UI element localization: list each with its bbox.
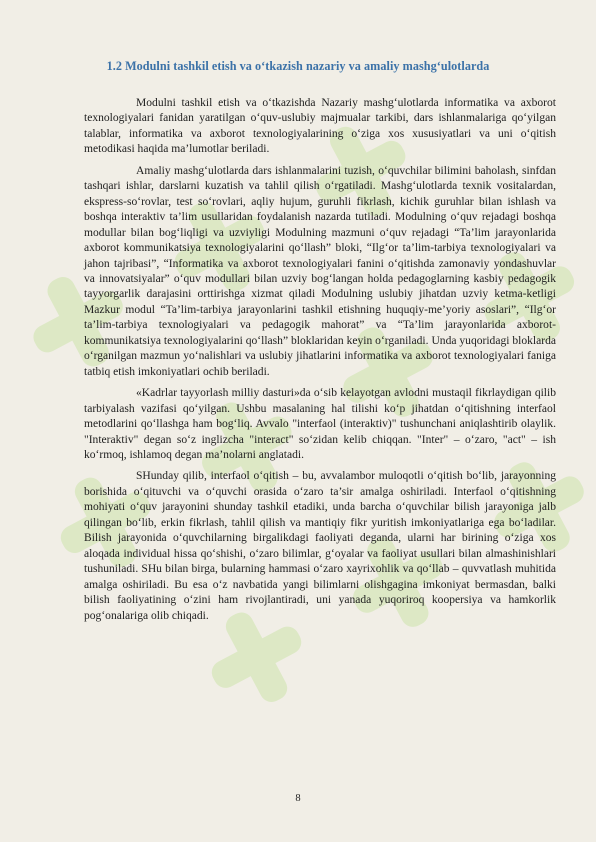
- paragraph: Modulni tashkil etish va o‘tkazishda Nazariy mashg‘ulotlarda informatika va axborot texnologiyalari fanidan yaratilgan o‘quv-uslubiy majmualar tarkibi, dars ishlanmalariga qo‘yilgan talablar, informatika va axborot texnologiyalarining o‘ziga xos xususiyatlari va uni o‘qitish metodikasi haqida ma’lumotlar beriladi.: [84, 97, 556, 156]
- paragraph: Amaliy mashg‘ulotlarda dars ishlanmalarini tuzish, o‘quvchilar bilimini baholash, sinfdan tashqari ishlar, darslarni kuzatish va tahlil qilish o‘rgatiladi. Mashg‘ulotlarda texnik vositalardan, ekspress-so‘rovlar, test so‘rovlari, aqliy hujum, guruhli fikrlash, kichik guruhlar bilan ishlash va boshqa interaktiv ta’lim usullaridan foydalanish nazarda tutiladi. Modulning o‘quv rejadagi boshqa modullar bilan bog‘liqligi va uzviyligi Modulning mazmuni o‘quv rejadagi “Ta’lim jarayonlarida axborot kommunikatsiya texnologiyalarini qo‘llash” bloki, “Ilg‘or ta’lim-tarbiya texnologiyalari va jahon tajribasi”, “Informatika va axborot texnologiyalari fanini o‘qitishda zamonaviy yondashuvlar va innovatsiyalar” o‘quv modullari bilan uzviy bog‘langan holda pedagoglarning kasbiy pedagogik tayyorgarlik darajasini orttirishga xizmat qiladi Modulning uslubiy jihatdan uzviy ketma-ketligi Mazkur modul “Ta’lim-tarbiya jarayonlarini tashkil etishning huquqiy-me’yoriy asoslari”, “Ilg‘or ta’lim-tarbiya texnologiyalari va pedagogik mahorat” va “Ta’lim jarayonlarida axborot-kommunikatsiya texnologiyalarini qo‘llash” bloklaridan keyin o‘rganiladi. Unda yuqoridagi bloklarda o‘rganilgan mazmun yo‘nalishlari va uslubiy jihatlarini informatika va axborot texnologiyalari faniga tatbiq etish imkoniyatlari ochib beriladi.: [84, 164, 556, 378]
- body-text: [84, 96, 556, 630]
- paragraph: SHunday qilib, interfaol o‘qitish – bu, avvalambor muloqotli o‘qitish bo‘lib, jarayonning borishida o‘qituvchi va o‘quvchi orasida o‘zaro ta’sir amalga oshiriladi. Interfaol o‘qitishning mohiyati o‘quv jarayonini shunday tashkil etadiki, unda barcha o‘quvchilar bilish jarayoniga jalb qilingan bo‘lib, erkin fikrlash, tahlil qilish va mantiqiy fikr yuritish imkoniyatlariga ega bo‘ladilar. Bilish jarayonida o‘quvchilarning birgalikdagi faoliyati deganda, ularni har birining o‘ziga xos aloqada individual hissa qo‘shishi, o‘zaro bilimlar, g‘oyalar va faoliyat usullari bilan almashinishlari tushuniladi. SHu bilan birga, bularning hammasi o‘zaro xayrixohlik va qo‘llab – quvvatlash muhitida amalga oshiriladi. Bu esa o‘z navbatida yangi bilimlarni olishgagina imkoniyat bermasdan, balki bilish faoliyatining o‘zini ham rivojlantiradi, uni yanada yuqoriroq koopersiya va hamkorlik pog‘onalariga olib chiqadi.: [84, 470, 556, 622]
- page-number: 8: [295, 793, 301, 804]
- section-heading: 1.2 Modulni tashkil etish va o‘tkazish nazariy va amaliy mashg‘ulotlarda: [106, 59, 490, 73]
- paragraph: «Kadrlar tayyorlash milliy dasturi»da o‘sib kelayotgan avlodni mustaqil fikrlaydigan qilib tarbiyalash vazifasi qo‘yilgan. Ushbu masalaning hal tilishi ko‘p jihatdan o‘qitishning interfaol metodlarini qo‘llashga ham bog‘liq. Avvalo "interfaol (interaktiv)" tushunchani aniqlashtirib olaylik. "Interaktiv" degan so‘z inglizcha "interact" so‘zidan kelib chiqqan. "Inter" – o‘zaro, "act" – ish ko‘rmoq, ishlamoq degan ma’nolarni anglatadi.: [84, 387, 556, 461]
